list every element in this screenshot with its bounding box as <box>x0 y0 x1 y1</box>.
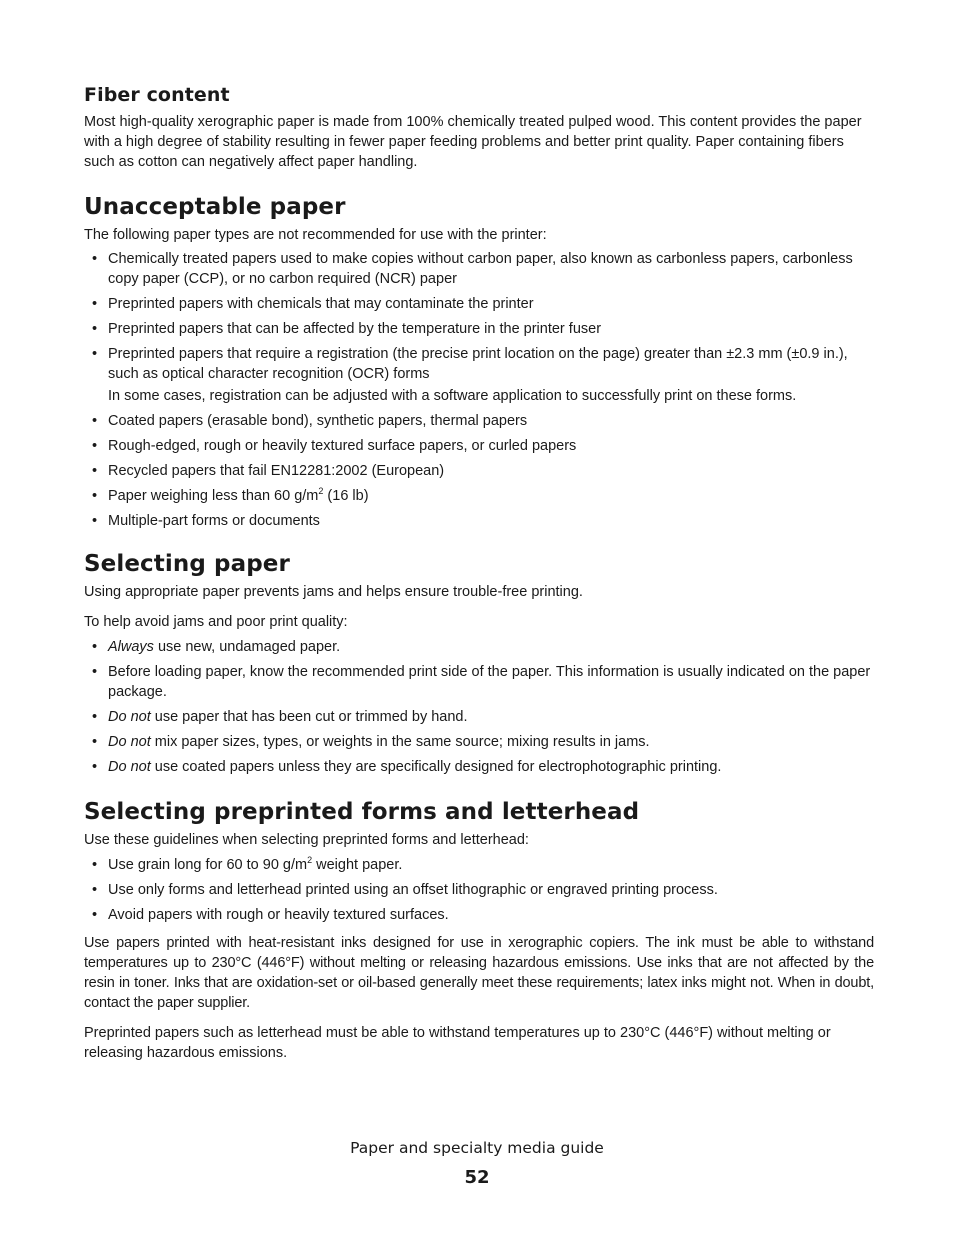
bullet-icon: • <box>92 463 98 479</box>
unacceptable-paper-heading: Unacceptable paper <box>84 194 346 220</box>
list-item: • Do not use paper that has been cut or trimmed by hand. <box>92 709 468 725</box>
unacceptable-list <box>84 249 874 384</box>
selecting-paper-heading: Selecting paper <box>84 551 290 577</box>
bullet-icon: • <box>92 709 98 725</box>
list-item: • Before loading paper, know the recommended print side of the paper. This information is usually indicated on the paper package. <box>92 664 871 700</box>
document-page <box>84 80 874 1063</box>
list-item: • Always use new, undamaged paper. <box>92 639 341 655</box>
bullet-icon: • <box>92 907 98 923</box>
bullet-icon: • <box>92 857 98 873</box>
bullet-icon: • <box>92 664 98 680</box>
list-item: • Preprinted papers with chemicals that may contaminate the printer <box>92 296 534 312</box>
list-item: • Coated papers (erasable bond), synthetic papers, thermal papers <box>92 413 528 429</box>
list-item: • Use only forms and letterhead printed using an offset lithographic or engraved printing process. <box>92 882 718 898</box>
preprinted-intro: Use these guidelines when selecting preprinted forms and letterhead: <box>84 832 529 848</box>
list-item: • Do not mix paper sizes, types, or weights in the same source; mixing results in jams. <box>92 734 650 750</box>
bullet-icon: • <box>92 438 98 454</box>
bullet-icon: • <box>92 413 98 429</box>
selecting-list <box>84 637 874 777</box>
list-item: • Chemically treated papers used to make copies without carbon paper, also known as carbonless papers, carbonless copy paper (CCP), or no carbon required (NCR) paper <box>92 251 853 287</box>
list-item: • Rough-edged, rough or heavily textured surface papers, or curled papers <box>92 438 577 454</box>
selecting-intro-1: Using appropriate paper prevents jams and helps ensure trouble-free printing. <box>84 584 583 600</box>
list-item: • Paper weighing less than 60 $g/m^2$ (16 lb) <box>92 486 369 504</box>
list-item: • Use grain long for 60 to 90 $g/m^2$ weight paper. <box>92 855 403 873</box>
list-item: • Preprinted papers that can be affected by the temperature in the printer fuser <box>92 321 602 337</box>
preprinted-list <box>84 855 874 925</box>
bullet-icon: • <box>92 759 98 775</box>
preprinted-paragraph-2: Preprinted papers such as letterhead must be able to withstand temperatures up to 230°C (446°F) without melting or releasing hazardous emissions. <box>84 1025 831 1061</box>
bullet-icon: • <box>92 882 98 898</box>
registration-note: In some cases, registration can be adjusted with a software application to successfully print on these forms. <box>108 388 797 404</box>
list-item: • Do not use coated papers unless they are specifically designed for electrophotographic printing. <box>92 759 722 775</box>
page-number: 52 <box>464 1167 490 1188</box>
fiber-content-paragraph: Most high-quality xerographic paper is made from 100% chemically treated pulped wood. This content provides the paper with a high degree of stability resulting in fewer paper feeding problems and better print quality. Paper containing fibers such as cotton can negatively affect paper handling. <box>84 114 862 170</box>
preprinted-paragraph-1: Use papers printed with heat-resistant inks designed for use in xerographic copiers. The ink must be able to withstand temperatures up to 230°C (446°F) without melting or releasing hazardous emissions. Use inks that are not affected by the resin in toner. Inks that are oxidation-set or oil-based generally meet these requirements; latex inks might not. When in doubt, contact the paper supplier. <box>84 935 874 1011</box>
bullet-icon: • <box>92 251 98 267</box>
preprinted-forms-heading: Selecting preprinted forms and letterhead <box>84 799 640 825</box>
bullet-icon: • <box>92 513 98 529</box>
bullet-icon: • <box>92 296 98 312</box>
selecting-intro-2: To help avoid jams and poor print quality: <box>84 614 348 630</box>
bullet-icon: • <box>92 639 98 655</box>
unacceptable-intro: The following paper types are not recommended for use with the printer: <box>84 227 547 243</box>
list-item: • Avoid papers with rough or heavily textured surfaces. <box>92 907 449 923</box>
bullet-icon: • <box>92 734 98 750</box>
unacceptable-list-continued <box>84 411 874 531</box>
bullet-icon: • <box>92 321 98 337</box>
footer-title: Paper and specialty media guide <box>350 1139 604 1157</box>
bullet-icon: • <box>92 346 98 362</box>
list-item: • Recycled papers that fail EN12281:2002 (European) <box>92 463 445 479</box>
list-item: • Preprinted papers that require a registration (the precise print location on the page) greater than ±2.3 mm (±0.9 in.), such as optical character recognition (OCR) forms <box>92 346 848 382</box>
fiber-content-heading: Fiber content <box>84 84 230 106</box>
bullet-icon: • <box>92 488 98 504</box>
list-item: • Multiple-part forms or documents <box>92 513 320 529</box>
